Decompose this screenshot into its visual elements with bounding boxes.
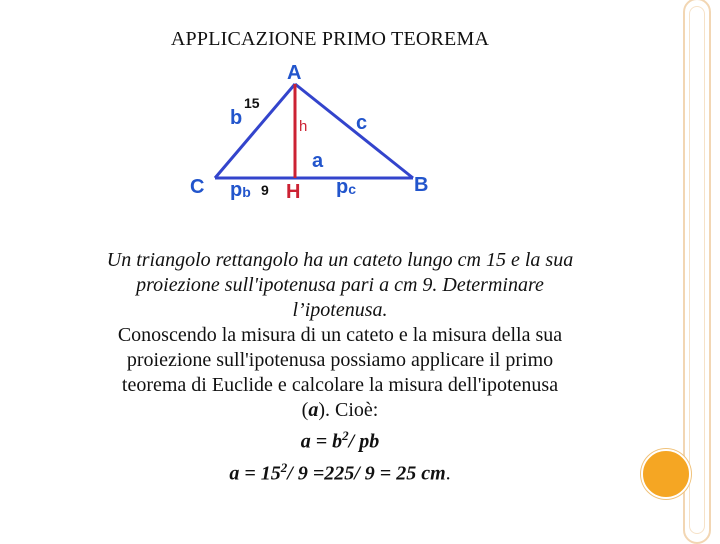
paren-open: ( [301,399,309,421]
solution-line-4 [20,398,660,423]
side-b-label: b [230,107,243,129]
formula-1-exponent: 2 [342,428,349,443]
formula-2-rhs: / 9 =225/ 9 = 25 cm [287,462,446,485]
formula-2 [20,455,660,487]
solution-line-1: Conoscendo la misura di un cateto e la misura della sua [117,324,563,346]
formula-2-period: . [445,462,451,485]
vertex-b-label: B [414,174,429,196]
hypotenuse-a-label: a [312,150,324,172]
projection-c-label: pc [336,176,357,198]
formula-2-lhs: a = 15 [229,462,281,485]
side-c-label: c [356,112,368,134]
foot-h-label: H [286,181,301,203]
formula-2-exponent: 2 [280,459,288,475]
height-h-label: h [299,118,308,135]
problem-line-2: proiezione sull'ipotenusa pari a cm 9. Determinare [136,274,544,296]
formula-1 [20,423,660,455]
decorative-frame-inner [689,6,705,534]
paren-close-text: ). Cioè: [318,399,379,421]
side-b-value: 15 [244,95,260,111]
variable-a: a [308,399,319,421]
vertex-c-label: C [190,176,205,198]
problem-line-3: l’ipotenusa. [292,299,388,321]
solution-line-3: teorema di Euclide e calcolare la misura dell'ipotenusa [121,374,559,396]
slide-body [20,248,660,486]
formula-1-lhs: a = b [300,430,343,453]
slide-title: APPLICAZIONE PRIMO TEOREMA [170,28,490,50]
formula-1-rhs: / pb [348,430,380,453]
vertex-a-label: A [287,62,302,84]
triangle-diagram [185,56,435,204]
problem-line-1: Un triangolo rettangolo ha un cateto lungo cm 15 e la sua [106,249,574,271]
solution-line-2: proiezione sull'ipotenusa possiamo applicare il primo [126,349,554,371]
projection-b-label: pb [230,179,251,201]
projection-b-value: 9 [261,182,269,198]
